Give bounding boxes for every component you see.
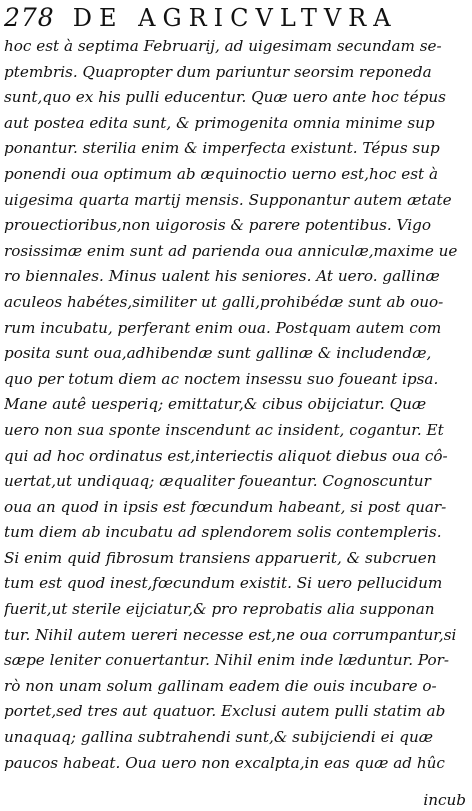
text-line: posita sunt oua,adhibendæ sunt gallinæ & includendæ, [4, 344, 432, 363]
text-line: ro biennales. Minus ualent his seniores. At uero. gallinæ [4, 267, 440, 286]
text-line: Si enim quid fibrosum transiens apparuerit, & subcruen [4, 548, 437, 567]
catchword: incub [423, 791, 466, 809]
text-line: tur. Nihil autem uereri necesse est,ne oua corrumpantur,si [4, 625, 457, 644]
text-line: tum est quod inest,fœcundum existit. Si uero pellucidum [4, 574, 443, 593]
text-line: aut postea edita sunt, & primogenita omnia minime sup [4, 113, 435, 132]
text-line: uertat,ut undiquaq; æqualiter foueantur. Cognoscuntur [4, 472, 431, 491]
running-head: DE AGRICVLTVRA [72, 4, 398, 32]
text-line: unaquaq; gallina subtrahendi sunt,& subijciendi ei quæ [4, 728, 434, 747]
page-header [4, 3, 398, 33]
text-line: quo per totum diem ac noctem insessu suo foueant ipsa. [4, 369, 439, 388]
text-line: paucos habeat. Oua uero non excalpta,in eas quæ ad hûc [4, 753, 445, 772]
text-line: ptembris. Quapropter dum pariuntur seorsim reponeda [4, 62, 432, 81]
text-line: sunt,quo ex his pulli educentur. Quæ uero ante hoc tépus [4, 88, 446, 107]
text-line: portet,sed tres aut quatuor. Exclusi autem pulli statim ab [4, 702, 446, 721]
text-line: fuerit,ut sterile eijciatur,& pro reprobatis alia supponan [4, 600, 435, 619]
text-line: rò non unam solum gallinam eadem die ouis incubare o- [4, 676, 437, 695]
text-line: prouectioribus,non uigorosis & parere potentibus. Vigo [4, 216, 431, 235]
text-line: sæpe leniter conuertantur. Nihil enim inde læduntur. Por- [4, 651, 449, 670]
page-number: 278 [4, 3, 55, 32]
text-line: qui ad hoc ordinatus est,interiectis aliquot diebus oua cô- [4, 446, 448, 465]
text-line: Mane autê uesperiq; emittatur,& cibus obijciatur. Quæ [4, 395, 427, 414]
text-line: ponendi oua optimum ab æquinoctio uerno est,hoc est à [4, 164, 438, 183]
text-line: rum incubatu, perferant enim oua. Postquam autem com [4, 318, 442, 337]
body-text [4, 34, 470, 776]
text-line: rosissimæ enim sunt ad parienda oua anniculæ,maxime ue [4, 241, 458, 260]
text-line: hoc est à septima Februarij, ad uigesimam secundam se- [4, 37, 442, 55]
text-line: uigesima quarta martij mensis. Supponantur autem ætate [4, 190, 452, 209]
text-line: oua an quod in ipsis est fœcundum habeant, si post quar- [4, 497, 447, 516]
text-line: aculeos habétes,similiter ut galli,prohibédæ sunt ab ouo- [4, 292, 444, 311]
text-line: tum diem ab incubatu ad splendorem solis contempleris. [4, 523, 442, 542]
text-line: ponantur. sterilia enim & imperfecta existunt. Tépus sup [4, 139, 440, 158]
text-line: uero non sua sponte inscendunt ac insident, cogantur. Et [4, 420, 444, 439]
